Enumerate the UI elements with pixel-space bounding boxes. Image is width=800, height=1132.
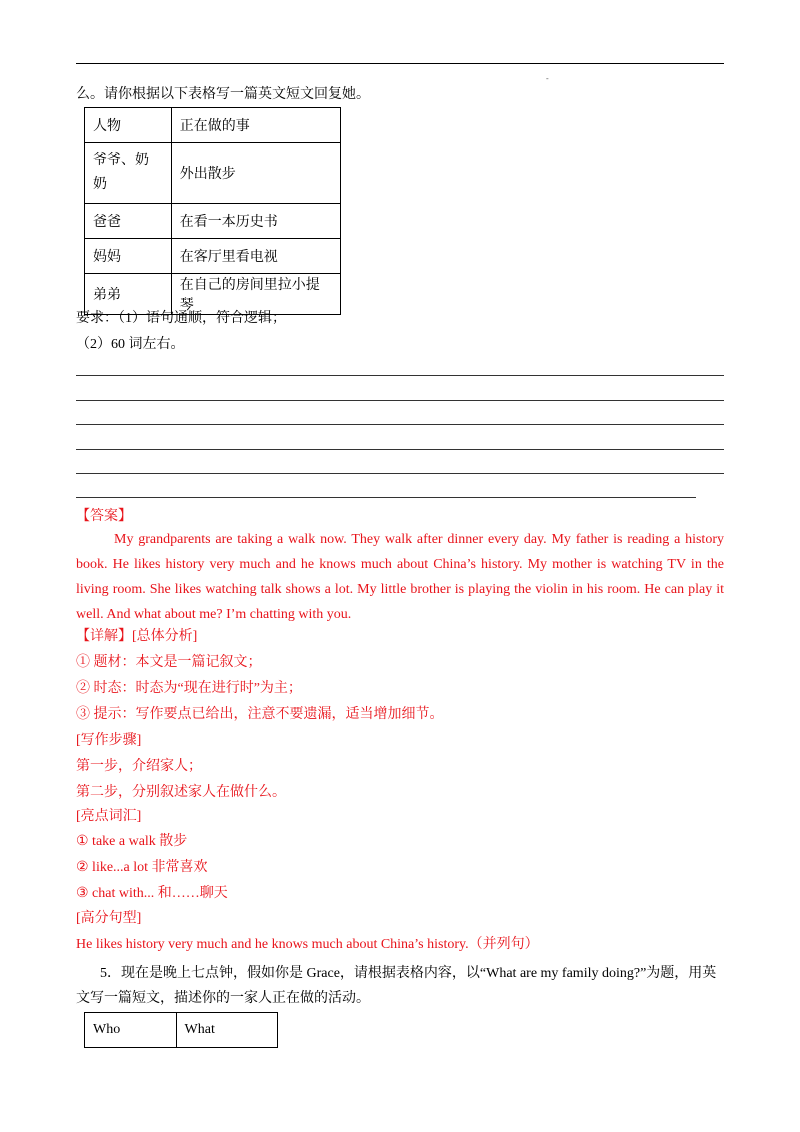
answer-paragraph — [76, 527, 724, 627]
table-cell-what: 在看一本历史书 — [171, 204, 340, 239]
writing-line — [76, 375, 724, 376]
family-activity-table — [84, 107, 341, 315]
requirement-line-1: 要求：（1）语句通顺，符合逻辑； — [76, 311, 286, 326]
answer-heading: 【答案】 — [76, 509, 132, 524]
vocab-item-2: ② like...a lot 非常喜欢 — [76, 860, 208, 875]
table-cell-who: 人物 — [85, 108, 172, 143]
analysis-item-2: ② 时态：时态为“现在进行时”为主； — [76, 681, 302, 696]
vocab-item-3: ③ chat with... 和……聊天 — [76, 886, 228, 901]
header-rule — [76, 63, 724, 64]
table-cell-who: 弟弟 — [85, 274, 172, 315]
table-row — [85, 1013, 278, 1048]
writing-line — [76, 400, 724, 401]
table-cell-what: 在自己的房间里拉小提琴 — [171, 274, 340, 315]
intro-line: 么。请你根据以下表格写一篇英文短文回复她。 — [76, 87, 370, 102]
analysis-item-3: ③ 提示：写作要点已给出，注意不要遗漏，适当增加细节。 — [76, 707, 444, 722]
table-cell-who: 爸爸 — [85, 204, 172, 239]
key-sentence: He likes history very much and he knows much about China’s history.（并列句） — [76, 937, 539, 952]
writing-line — [76, 424, 724, 425]
table-cell-what: 正在做的事 — [171, 108, 340, 143]
header-mark: - — [546, 74, 549, 83]
steps-heading: [写作步骤] — [76, 733, 142, 748]
table-row — [85, 274, 341, 315]
table-row — [85, 108, 341, 143]
table-header-what: What — [176, 1013, 277, 1048]
table-cell-what: 外出散步 — [171, 143, 340, 204]
table-header-who: Who — [85, 1013, 177, 1048]
question5-line-2: 文写一篇短文，描述你的一家人正在做的活动。 — [76, 991, 370, 1006]
answer-text: My grandparents are taking a walk now. They walk after dinner every day. My father is reading a history book. He likes history very much and he knows much about China’s history. My mother is watching TV in the living room. She likes watching talk shows a lot. My little brother is playing the violin in his room. He can play it well. And what about me? I’m chatting with you. — [76, 532, 724, 622]
requirement-line-2: （2）60 词左右。 — [76, 337, 185, 352]
table-row — [85, 239, 341, 274]
table-row — [85, 204, 341, 239]
table-row — [85, 143, 341, 204]
writing-line — [76, 497, 696, 498]
writing-line — [76, 449, 724, 450]
vocab-heading: [亮点词汇] — [76, 809, 142, 824]
analysis-heading: 【详解】[总体分析] — [76, 629, 198, 644]
who-what-table — [84, 1012, 278, 1048]
analysis-item-1: ① 题材：本文是一篇记叙文； — [76, 655, 262, 670]
vocab-item-1: ① take a walk 散步 — [76, 834, 188, 849]
sentence-heading: [高分句型] — [76, 911, 142, 926]
table-cell-who: 爷爷、奶奶 — [85, 143, 172, 204]
question5-line-1: 5．现在是晚上七点钟，假如你是 Grace，请根据表格内容，以“What are my family doing?”为题，用英 — [100, 966, 717, 981]
step-2: 第二步，分别叙述家人在做什么。 — [76, 785, 286, 800]
step-1: 第一步，介绍家人； — [76, 759, 202, 774]
writing-line — [76, 473, 724, 474]
table-cell-what: 在客厅里看电视 — [171, 239, 340, 274]
table-cell-who: 妈妈 — [85, 239, 172, 274]
